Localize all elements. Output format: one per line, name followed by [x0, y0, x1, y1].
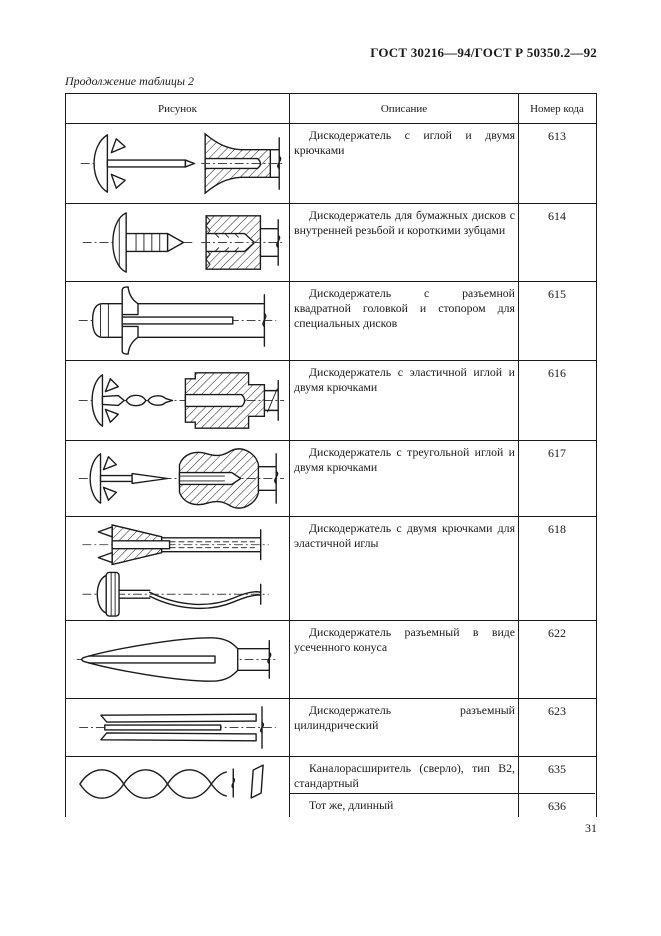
figure-cell: [66, 282, 290, 360]
table-row: [66, 441, 596, 517]
figure-613-disc-holder-needle-two-hooks-drawing: [66, 124, 289, 203]
figure-cell: [66, 517, 290, 620]
table-row: [66, 282, 596, 361]
figure-cell: [66, 757, 290, 817]
description-cell: Тот же, длинный: [290, 794, 519, 817]
description-cell: Дискодержатель с разъемной квадратной головкой и стопором для специальных дисков: [290, 282, 519, 360]
figure-635-canal-reamer-drill-drawing: [66, 757, 289, 817]
sub-rows: [290, 757, 595, 817]
table-header-row: [66, 94, 596, 124]
code-cell: 635: [519, 757, 595, 794]
table-row: [66, 124, 596, 204]
table-row: [66, 699, 596, 757]
figure-618-disc-holder-two-hooks-drawing: [66, 517, 289, 620]
figure-cell: [66, 124, 290, 203]
figure-cell: [66, 699, 290, 756]
code-cell: 617: [548, 446, 566, 460]
code-cell: 636: [548, 799, 566, 813]
description-cell: Дискодержатель для бумажных дисков с внутренней резьбой и короткими зубцами: [290, 204, 519, 281]
figure-cell: [66, 204, 290, 281]
description-cell: Дискодержатель разъемный цилиндрический: [290, 699, 519, 756]
table-caption: Продолжение таблицы 2: [65, 74, 195, 88]
description-cell: Дискодержатель разъемный в виде усеченного конуса: [290, 621, 519, 698]
table-row: [66, 517, 596, 621]
figure-615-disc-holder-square-head-drawing: [66, 282, 289, 360]
code-cell: 615: [548, 287, 566, 301]
column-header-figure: Рисунок: [66, 94, 290, 123]
description-cell: Каналорасширитель (сверло), тип В2, стандартный: [290, 757, 519, 794]
code-cell: 622: [548, 626, 566, 640]
table-row: [66, 204, 596, 282]
table-row-group: [66, 757, 596, 817]
code-cell: 613: [548, 129, 566, 143]
figure-623-split-cylindrical-holder-drawing: [66, 699, 289, 756]
code-cell: 618: [548, 522, 566, 536]
figure-622-split-truncated-cone-holder-drawing: [66, 621, 289, 698]
figure-617-disc-holder-triangular-needle-drawing: [66, 441, 289, 516]
code-cell: 616: [548, 366, 566, 380]
doc-header-title: ГОСТ 30216—94/ГОСТ Р 50350.2—92: [370, 45, 597, 60]
table-row: [66, 621, 596, 699]
description-cell: Дискодержатель с двумя крючками для эластичной иглы: [290, 517, 519, 620]
figure-cell: [66, 361, 290, 440]
page-number: 31: [585, 821, 597, 835]
figure-cell: [66, 441, 290, 516]
figure-cell: [66, 621, 290, 698]
figure-616-disc-holder-elastic-needle-drawing: [66, 361, 289, 440]
description-cell: Дискодержатель с иглой и двумя крючками: [290, 124, 519, 203]
column-header-code: Номер кода: [530, 102, 584, 115]
code-cell: 614: [548, 209, 566, 223]
description-cell: Дискодержатель с треугольной иглой и двумя крючками: [290, 441, 519, 516]
column-header-description: Описание: [290, 94, 519, 123]
instruments-table: [65, 93, 597, 817]
code-cell: 623: [548, 704, 566, 718]
table-row: [66, 361, 596, 441]
figure-614-disc-holder-paper-discs-drawing: [66, 204, 289, 281]
description-cell: Дискодержатель с эластичной иглой и двумя крючками: [290, 361, 519, 440]
